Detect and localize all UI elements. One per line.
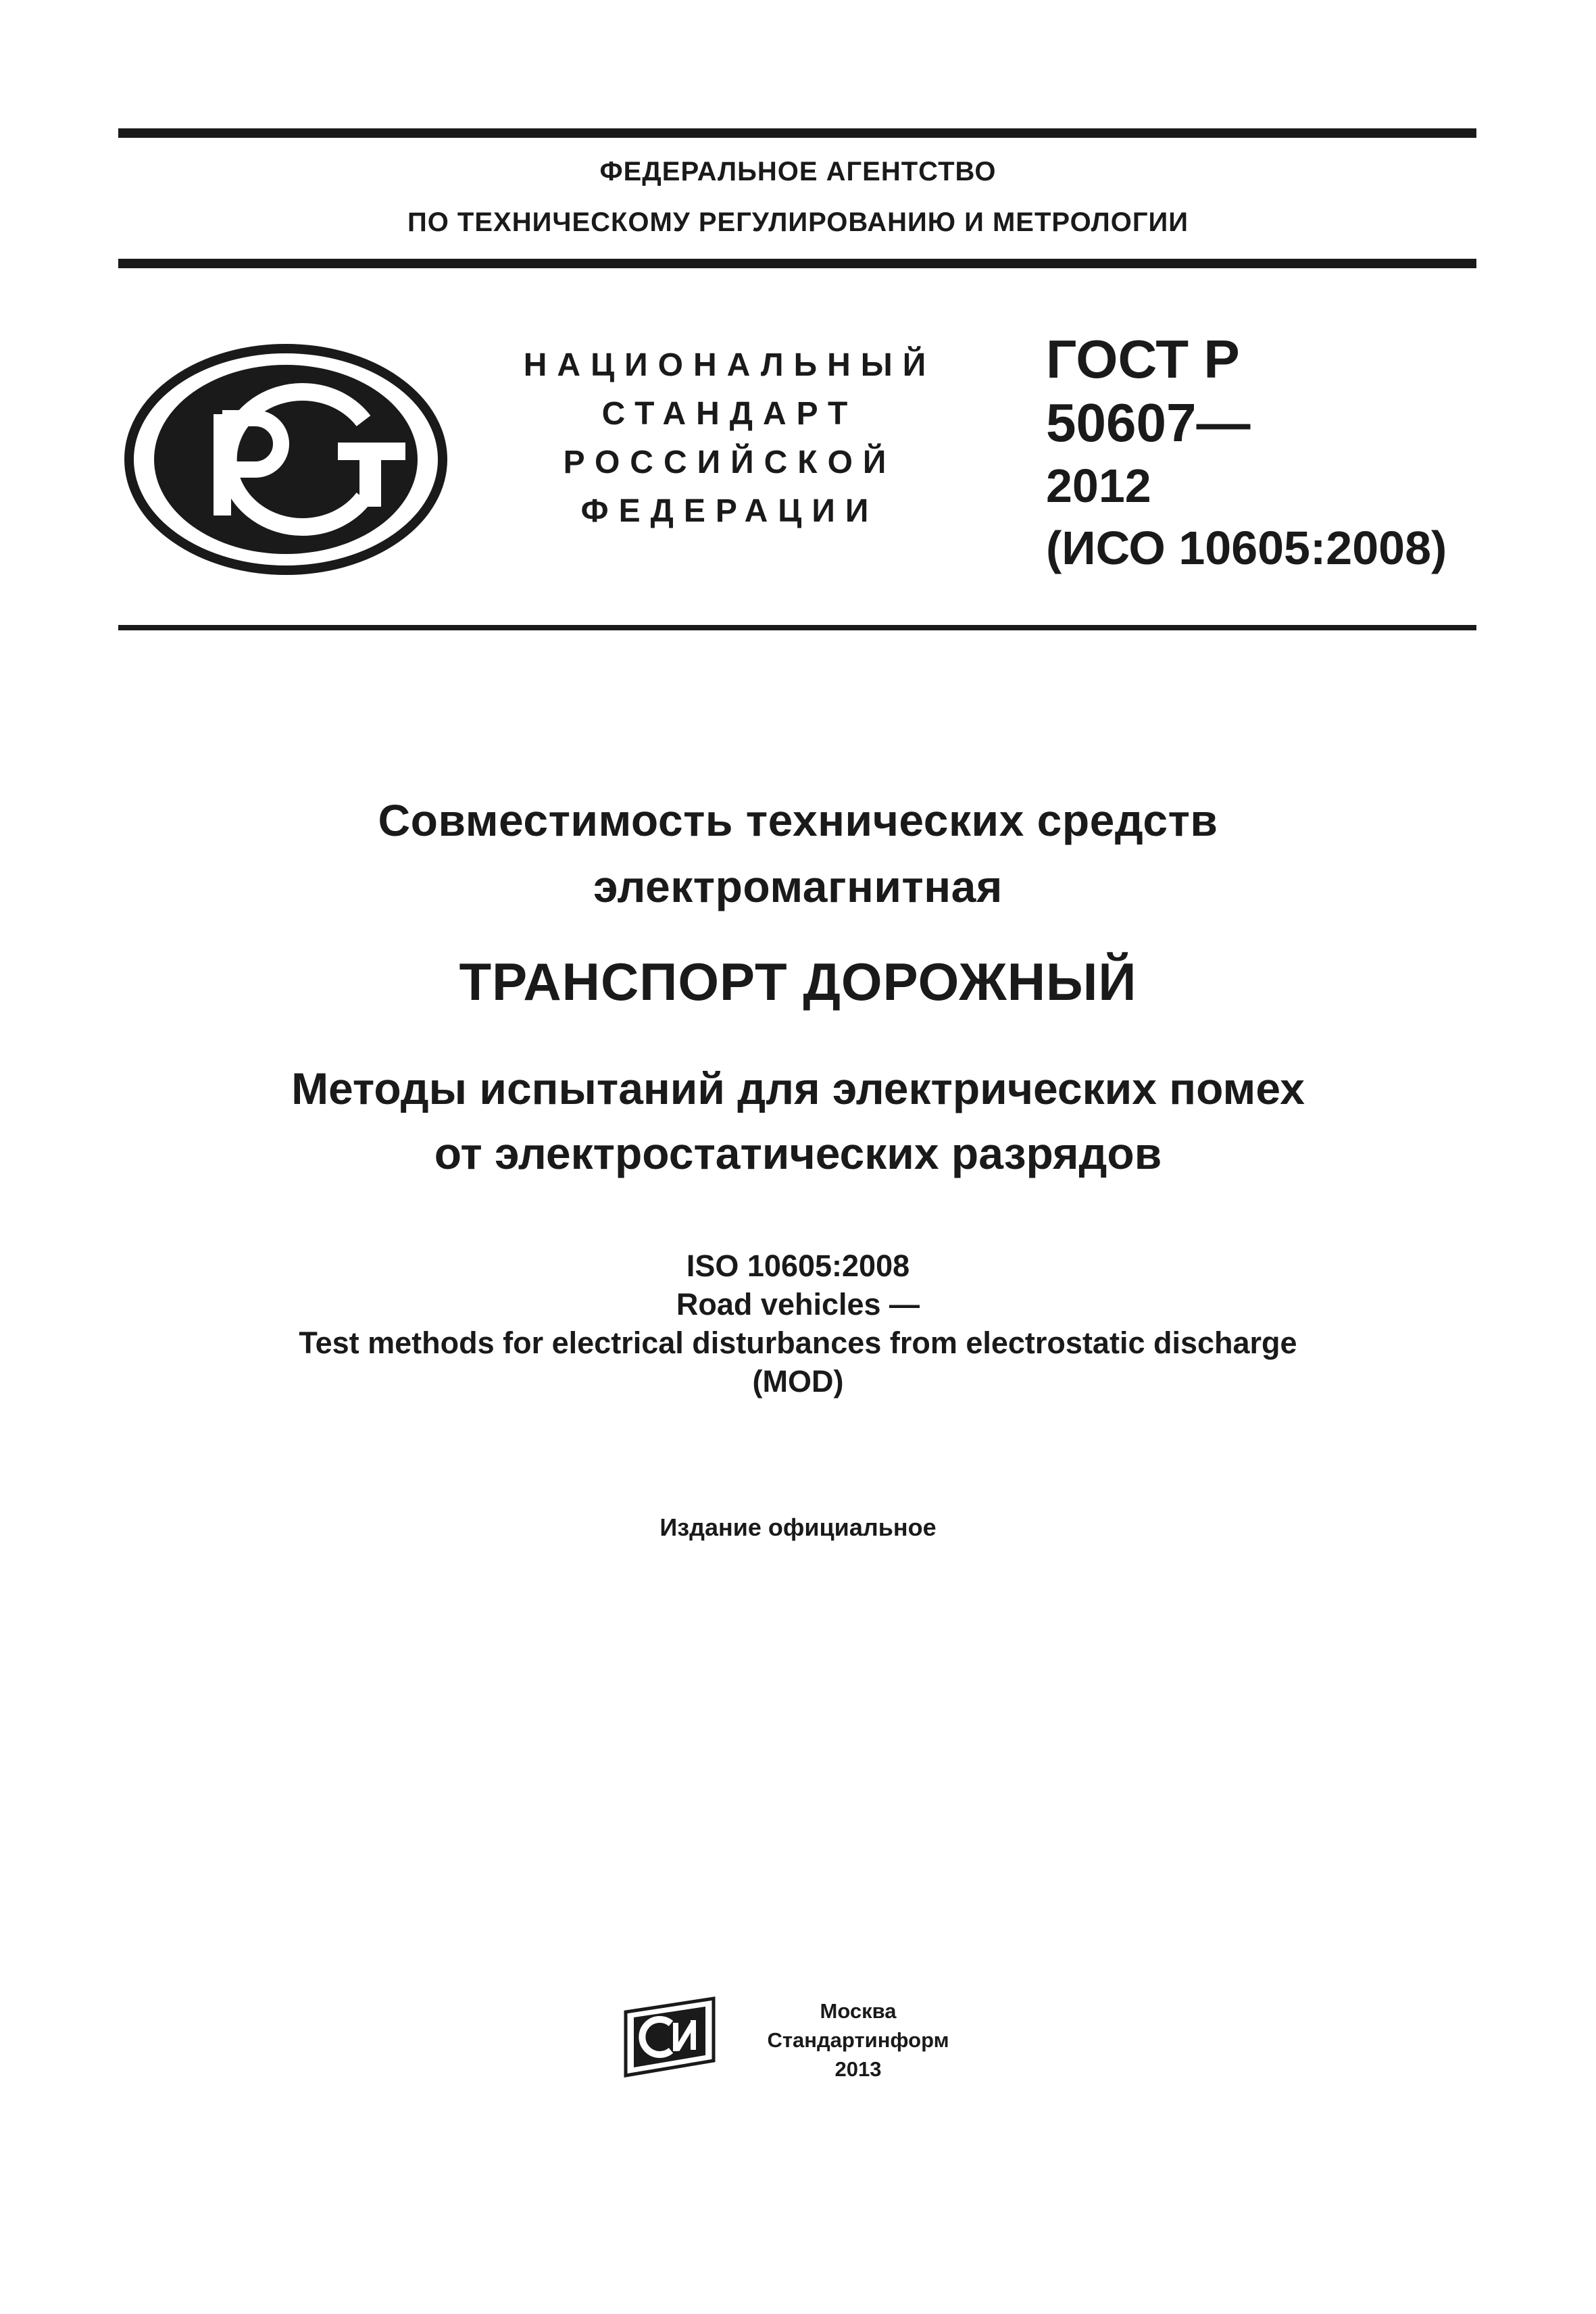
header-bottom-rule bbox=[118, 625, 1476, 630]
iso-line-3: Test methods for electrical disturbances from electrostatic discharge bbox=[299, 1326, 1297, 1360]
iso-line-4: (MOD) bbox=[752, 1364, 844, 1399]
agency-line-1: ФЕДЕРАЛЬНОЕ АГЕНТСТВО bbox=[599, 157, 997, 186]
publisher-year: 2013 bbox=[834, 2057, 882, 2081]
designation-line-3: 2012 bbox=[1046, 459, 1151, 512]
national-standard-line-2: СТАНДАРТ bbox=[601, 396, 858, 432]
publisher-name: Стандартинформ bbox=[767, 2028, 949, 2052]
iso-line-2: Road vehicles — bbox=[676, 1287, 920, 1322]
agency-rule bbox=[118, 259, 1476, 268]
standard-designation bbox=[1046, 328, 1447, 579]
publisher-city: Москва bbox=[820, 1999, 897, 2023]
designation-line-2: 50607— bbox=[1046, 393, 1251, 453]
edition-label: Издание официальное bbox=[659, 1513, 937, 1541]
title-line-2: электромагнитная bbox=[593, 861, 1003, 911]
rst-logo-icon bbox=[120, 341, 451, 578]
agency-line-2: ПО ТЕХНИЧЕСКОМУ РЕГУЛИРОВАНИЮ И МЕТРОЛОГИИ bbox=[407, 207, 1189, 237]
top-rule bbox=[118, 128, 1476, 138]
title-sub-line-2: от электростатических разрядов bbox=[434, 1128, 1162, 1178]
designation-line-4: (ИСО 10605:2008) bbox=[1046, 522, 1447, 574]
title-line-1: Совместимость технических средств bbox=[378, 795, 1218, 845]
national-standard-line-3: РОССИЙСКОЙ bbox=[563, 445, 897, 480]
title-caps: ТРАНСПОРТ ДОРОЖНЫЙ bbox=[459, 952, 1137, 1011]
national-standard-line-4: ФЕДЕРАЦИИ bbox=[580, 493, 879, 529]
publisher-block bbox=[730, 1996, 987, 2084]
title-sub-line-1: Методы испытаний для электрических помех bbox=[291, 1063, 1305, 1113]
national-standard-label bbox=[514, 341, 946, 536]
standartinform-logo-icon bbox=[620, 1993, 722, 2081]
iso-line-1: ISO 10605:2008 bbox=[686, 1249, 910, 1283]
designation-line-1: ГОСТ Р bbox=[1046, 329, 1240, 389]
national-standard-line-1: НАЦИОНАЛЬНЫЙ bbox=[523, 347, 937, 383]
